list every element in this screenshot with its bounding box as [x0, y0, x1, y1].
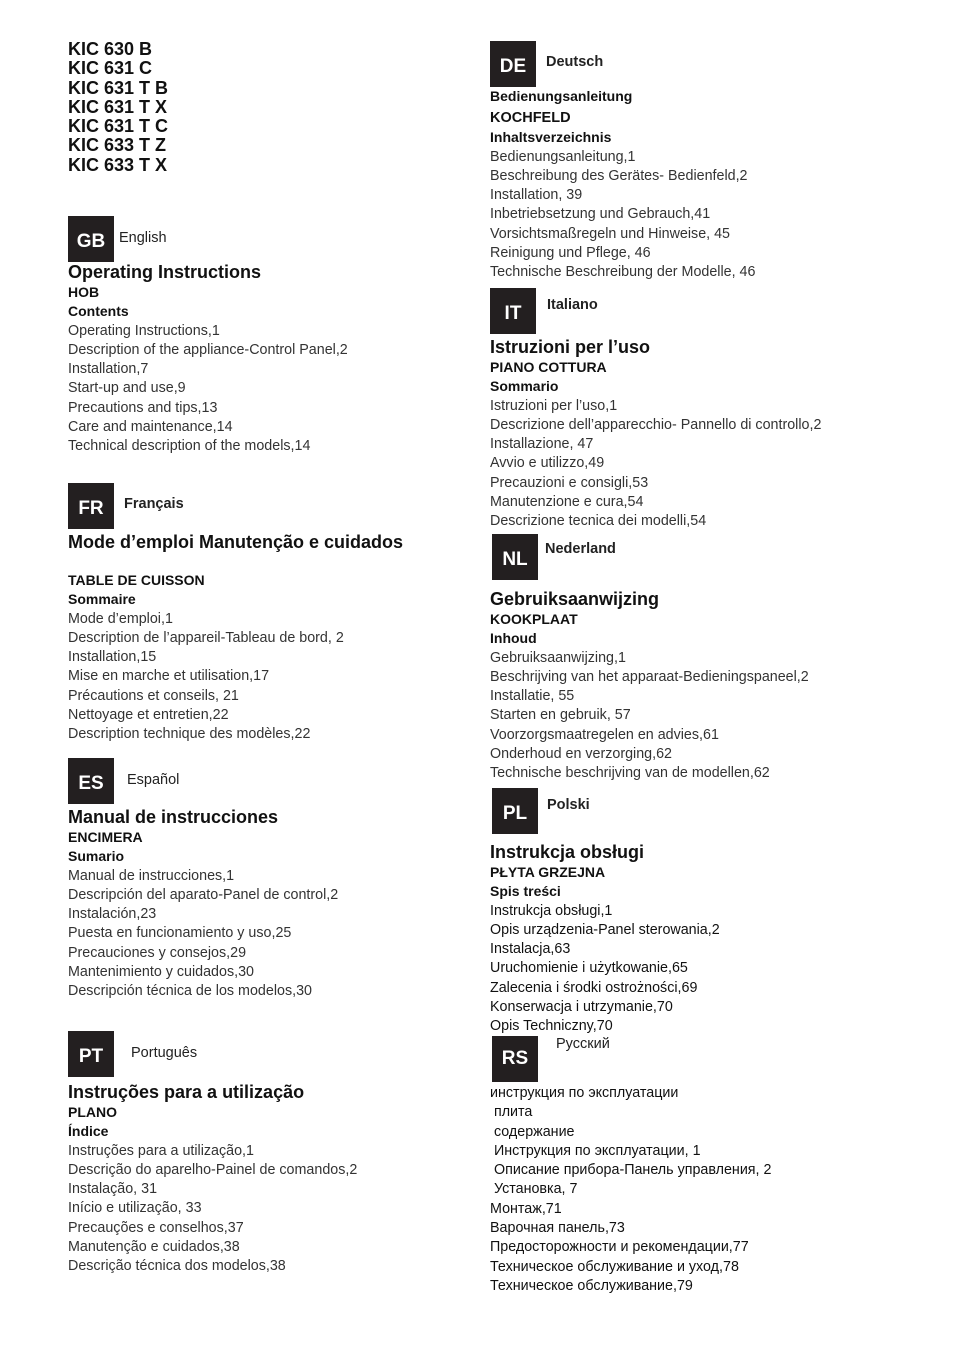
- language-badge: FR: [68, 483, 114, 529]
- toc-item: Précautions et conseils, 21: [68, 687, 239, 704]
- toc-item: Installation,7: [68, 361, 149, 378]
- toc-item: Instrukcja obsługi,1: [490, 902, 613, 919]
- toc-item: Installation, 39: [490, 187, 583, 204]
- toc-item: инструкция по эксплуатации: [490, 1085, 679, 1101]
- contents-heading: Sumario: [68, 848, 125, 864]
- model-name: KIC 631 T C: [68, 116, 169, 137]
- toc-item: Description of the appliance-Control Panel,2: [68, 341, 348, 358]
- language-header: [68, 483, 468, 529]
- appliance-type: PIANO COTTURA: [490, 359, 607, 375]
- toc-item: Descripción técnica de los modelos,30: [68, 983, 312, 1000]
- toc-item: Istruzioni per l’uso,1: [490, 397, 618, 414]
- language-badge: IT: [490, 288, 536, 334]
- section-title: Operating Instructions: [68, 262, 262, 282]
- contents-heading: Inhoud: [490, 630, 537, 646]
- toc-item: Техническое обслуживание,79: [490, 1277, 693, 1294]
- toc-item: Installazione, 47: [490, 436, 594, 453]
- toc-item: Technical description of the models,14: [68, 438, 311, 455]
- toc-item: Descrição técnica dos modelos,38: [68, 1258, 286, 1275]
- language-badge: RS: [492, 1036, 538, 1082]
- section-title: Mode d’emploi Manutenção e cuidados: [68, 532, 404, 552]
- toc-item: Варочная панель,73: [490, 1220, 625, 1237]
- language-name: English: [119, 230, 167, 246]
- model-name: KIC 633 T Z: [68, 135, 167, 156]
- toc-item: Instalacja,63: [490, 941, 571, 958]
- language-name: Nederland: [545, 541, 616, 557]
- toc-item: Установка, 7: [490, 1181, 578, 1198]
- language-badge: DE: [490, 41, 536, 87]
- model-name: KIC 631 T X: [68, 96, 168, 117]
- toc-item: Precauções e conselhos,37: [68, 1219, 244, 1236]
- language-name: Português: [131, 1045, 198, 1061]
- language-header: [490, 41, 930, 87]
- toc-item: плита: [490, 1104, 533, 1121]
- toc-item: Voorzorgsmaatregelen en advies,61: [490, 726, 719, 743]
- contents-heading: Sommaire: [68, 591, 136, 607]
- section-nl: [492, 534, 932, 784]
- toc-item: Descrição do aparelho-Painel de comandos,2: [68, 1161, 358, 1178]
- section-rs: [492, 1036, 932, 1296]
- toc-item: Manutenzione e cura,54: [490, 493, 644, 510]
- language-badge: PL: [492, 788, 538, 834]
- toc-item: Bedienungsanleitung,1: [490, 148, 636, 165]
- language-name: Polski: [547, 797, 590, 813]
- contents-heading: Contents: [68, 303, 129, 319]
- toc-item: Technische Beschreibung der Modelle, 46: [490, 264, 756, 281]
- language-header: [68, 216, 468, 262]
- toc-item: Description de l’appareil-Tableau de bord, 2: [68, 629, 344, 646]
- section-pt: [68, 1031, 468, 1277]
- appliance-type: KOCHFELD: [490, 110, 571, 126]
- toc-item: Предосторожности и рекомендации,77: [490, 1239, 749, 1256]
- toc-item: Opis urządzenia-Panel sterowania,2: [490, 921, 720, 938]
- language-header: [68, 1031, 468, 1077]
- toc-item: Beschreibung des Gerätes- Bedienfeld,2: [490, 167, 748, 184]
- section-title: Bedienungsanleitung: [490, 88, 633, 104]
- contents-heading: Índice: [68, 1123, 109, 1139]
- appliance-type: HOB: [68, 284, 100, 300]
- language-badge: NL: [492, 534, 538, 580]
- toc-item: содержание: [490, 1123, 575, 1140]
- toc-item: Instalação, 31: [68, 1181, 158, 1198]
- toc-item: Description technique des modèles,22: [68, 726, 311, 743]
- toc-item: Описание прибора-Панель управления, 2: [490, 1162, 772, 1179]
- contents-heading: Sommario: [490, 378, 559, 394]
- toc-item: Puesta en funcionamiento y uso,25: [68, 925, 292, 942]
- language-badge: ES: [68, 758, 114, 804]
- toc-item: Precautions and tips,13: [68, 399, 218, 416]
- language-name: Deutsch: [546, 54, 604, 70]
- section-pl: [492, 788, 932, 1037]
- language-name: Русский: [556, 1036, 610, 1052]
- language-header: [492, 1036, 932, 1082]
- contents-heading: Spis treści: [490, 883, 561, 899]
- model-name: KIC 633 T X: [68, 154, 168, 175]
- toc-item: Vorsichtsmaßregeln und Hinweise, 45: [490, 225, 730, 242]
- toc-item: Descrizione dell’apparecchio- Pannello di controllo,2: [490, 416, 822, 433]
- appliance-type: PLANO: [68, 1104, 117, 1120]
- toc-item: Precauciones y consejos,29: [68, 944, 247, 961]
- section-title: Istruzioni per l’uso: [490, 337, 651, 357]
- section-de: [490, 41, 930, 283]
- language-name: Italiano: [547, 297, 598, 313]
- section-gb: [68, 216, 468, 457]
- toc-item: Care and maintenance,14: [68, 418, 233, 435]
- section-title: Instruções para a utilização: [68, 1082, 305, 1102]
- toc-item: Konserwacja i utrzymanie,70: [490, 998, 673, 1015]
- toc-item: Reinigung und Pflege, 46: [490, 244, 651, 261]
- toc-item: Start-up and use,9: [68, 380, 186, 397]
- appliance-type: PŁYTA GRZEJNA: [490, 864, 606, 880]
- toc-item: Operating Instructions,1: [68, 322, 220, 339]
- toc-item: Início e utilização, 33: [68, 1200, 202, 1217]
- language-header: [68, 758, 468, 804]
- language-badge: GB: [68, 216, 114, 262]
- toc-item: Avvio e utilizzo,49: [490, 455, 605, 472]
- toc-item: Installatie, 55: [490, 688, 575, 705]
- section-fr: [68, 483, 468, 745]
- toc-item: Starten en gebruik, 57: [490, 707, 631, 724]
- toc-item: Mode d’emploi,1: [68, 610, 173, 627]
- toc-item: Precauzioni e consigli,53: [490, 474, 649, 491]
- appliance-type: TABLE DE CUISSON: [68, 572, 205, 588]
- model-name: KIC 631 T B: [68, 77, 169, 98]
- toc-item: Opis Techniczny,70: [490, 1018, 613, 1035]
- toc-item: Descripción del aparato-Panel de control,2: [68, 886, 339, 903]
- toc-item: Beschrijving van het apparaat-Bedieningspaneel,2: [490, 668, 809, 685]
- toc-item: Instruções para a utilização,1: [68, 1142, 254, 1159]
- language-name: Français: [124, 496, 184, 512]
- section-title: Gebruiksaanwijzing: [490, 589, 660, 609]
- section-title: Manual de instrucciones: [68, 807, 279, 827]
- toc-item: Техническое обслуживание и уход,78: [490, 1258, 739, 1275]
- language-header: [492, 534, 932, 580]
- toc-item: Инструкция по эксплуатации, 1: [490, 1142, 701, 1159]
- model-list: [68, 40, 168, 175]
- contents-heading: Inhaltsverzeichnis: [490, 129, 612, 145]
- toc-item: Instalación,23: [68, 906, 157, 923]
- section-es: [68, 758, 468, 1002]
- toc-item: Zalecenia i środki ostrożności,69: [490, 979, 698, 996]
- toc-item: Onderhoud en verzorging,62: [490, 745, 673, 762]
- language-name: Español: [127, 772, 180, 788]
- appliance-type: ENCIMERA: [68, 829, 143, 845]
- appliance-type: KOOKPLAAT: [490, 611, 578, 627]
- toc-item: Uruchomienie i użytkowanie,65: [490, 960, 688, 977]
- model-name: KIC 630 B: [68, 39, 153, 59]
- toc-item: Gebruiksaanwijzing,1: [490, 649, 626, 666]
- model-name: KIC 631 C: [68, 58, 153, 79]
- section-title: Instrukcja obsługi: [490, 842, 645, 862]
- toc-item: Descrizione tecnica dei modelli,54: [490, 513, 707, 530]
- toc-item: Technische beschrijving van de modellen,62: [490, 765, 770, 782]
- toc-item: Mise en marche et utilisation,17: [68, 668, 270, 685]
- section-it: [490, 288, 930, 532]
- toc-item: Mantenimiento y cuidados,30: [68, 963, 254, 980]
- toc-item: Installation,15: [68, 649, 157, 666]
- language-badge: PT: [68, 1031, 114, 1077]
- toc-item: Manual de instrucciones,1: [68, 867, 235, 884]
- language-header: [490, 288, 930, 334]
- toc-item: Inbetriebsetzung und Gebrauch,41: [490, 206, 711, 223]
- language-header: [492, 788, 932, 834]
- toc-item: Manutenção e cuidados,38: [68, 1238, 240, 1255]
- toc-item: Nettoyage et entretien,22: [68, 706, 229, 723]
- toc-item: Монтаж,71: [490, 1200, 562, 1217]
